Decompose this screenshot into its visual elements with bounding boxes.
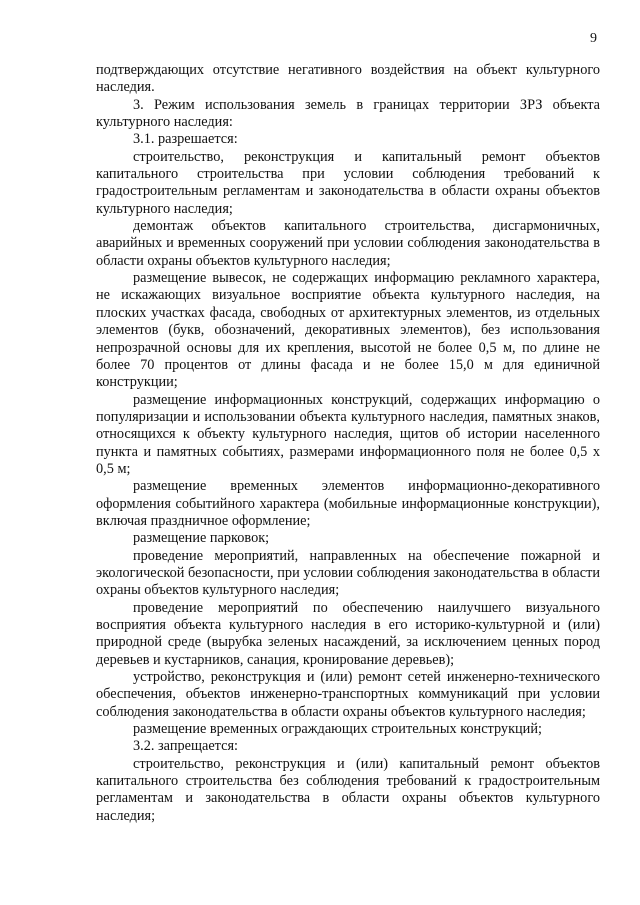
paragraph-permitted-temporary-decor: размещение временных элементов информационно-декоративного оформления событийного характера (мобильные информационные конструкции), включая праздничное оформление;	[96, 478, 600, 529]
paragraph-permitted-safety-measures: проведение мероприятий, направленных на обеспечение пожарной и экологической безопасности, при условии соблюдения законодательства в области охраны объектов культурного наследия;	[96, 547, 600, 599]
page-number: 9	[590, 31, 597, 46]
paragraph-permitted-parking: размещение парковок;	[133, 530, 270, 547]
paragraph-permitted-info-structures: размещение информационных конструкций, содержащих информацию о популяризации и использовании объекта культурного наследия, памятных знаков, относящихся к объекту культурного наследия, щитов об истории населенного пункта и памятных событиях, размерами информационного поля не более 0,5 х 0,5 м;	[96, 391, 600, 477]
paragraph-permitted-temporary-fencing: размещение временных ограждающих строительных конструкций;	[133, 721, 542, 738]
paragraph-prohibited-heading: 3.2. запрещается:	[133, 738, 238, 755]
paragraph-permitted-demolition: демонтаж объектов капитального строительства, дисгармоничных, аварийных и временных сооружений при условии соблюдения законодательства в области охраны объектов культурного наследия;	[96, 218, 600, 269]
paragraph-permitted-utility-networks: устройство, реконструкция и (или) ремонт сетей инженерно-технического обеспечения, объектов инженерно-транспортных коммуникаций при условии соблюдения законодательства в области охраны объектов культурного наследия;	[96, 669, 600, 720]
paragraph-permitted-heading: 3.1. разрешается:	[133, 131, 238, 148]
paragraph-permitted-construction: строительство, реконструкция и капитальный ремонт объектов капитального строительства при условии соблюдения требований к градостроительным регламентам и законодательства в области охраны объектов культурного наследия;	[96, 148, 600, 217]
paragraph-land-use-regime: 3. Режим использования земель в границах территории ЗРЗ объекта культурного наследия:	[96, 96, 600, 131]
paragraph-permitted-signage: размещение вывесок, не содержащих информацию рекламного характера, не искажающих визуальное восприятие объекта культурного наследия, на плоских участках фасада, свободных от архитектурных элементов, из отдельных элементов (букв, обозначений, декоративных элементов), без использования непрозрачной основы для их крепления, высотой не более 0,5 м, по длине не более 70 процентов от длины фасада и не более 15,0 м для единичной конструкции;	[96, 270, 600, 391]
paragraph-permitted-visual-perception: проведение мероприятий по обеспечению наилучшего визуального восприятия объекта культурного наследия в его историко-культурной и (или) природной среде (вырубка зеленых насаждений, за исключением ценных пород деревьев и кустарников, санация, кронирование деревьев);	[96, 599, 600, 668]
document-body	[96, 62, 600, 825]
paragraph-continuation: подтверждающих отсутствие негативного воздействия на объект культурного наследия.	[96, 62, 600, 96]
paragraph-prohibited-construction: строительство, реконструкция и (или) капитальный ремонт объектов капитального строительства без соблюдения требований к градостроительным регламентам и законодательства в области охраны объектов культурного наследия;	[96, 755, 600, 824]
